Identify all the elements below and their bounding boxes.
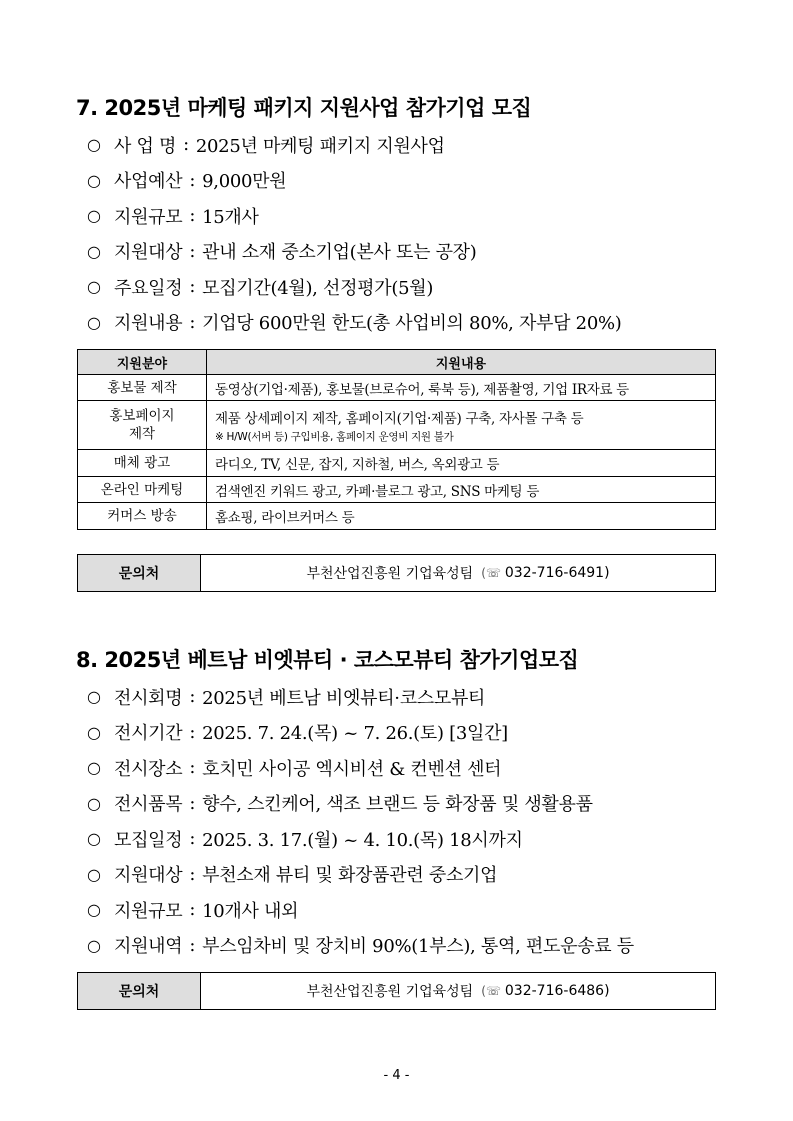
table-cell-content: 동영상(기업·제품), 홍보물(브로슈어, 룩북 등), 제품촬영, 기업 IR자료 등 [207,375,716,401]
bullet-label: 지원규모 [114,900,183,922]
section-8-bullet-list [87,679,727,963]
circle-bullet-icon: ○ [87,206,101,226]
bullet-support-content [87,305,727,341]
circle-bullet-icon: ○ [87,687,101,707]
bullet-exhibition-period [87,715,727,751]
colon-separator: : [189,205,196,227]
bullet-support-target [87,234,727,270]
colon-separator: : [189,757,196,779]
colon-separator: : [189,792,196,814]
table-cell-content: 검색엔진 키워드 광고, 카페·블로그 광고, SNS 마케팅 등 [207,477,716,503]
bullet-support-scale [87,198,727,234]
page-number: - 4 - [383,1068,410,1083]
bullet-value: 2025년 마케팅 패키지 지원사업 [195,135,445,157]
circle-bullet-icon: ○ [87,900,101,920]
colon-separator: : [189,721,196,743]
colon-separator: : [189,934,196,956]
table-cell-content: 홈쇼핑, 라이브커머스 등 [207,503,716,530]
bullet-label: 전시장소 [114,758,183,780]
contact-label: 문의처 [78,973,201,1009]
bullet-label: 지원규모 [114,206,183,228]
bullet-label: 사 업 명 [114,135,177,157]
closing-paren: ) [604,983,610,999]
circle-bullet-icon: ○ [87,277,101,297]
support-field-table [77,349,716,530]
colon-separator: : [189,240,196,262]
section-8-title: 8. 2025년 베트남 비엣뷰티 · 코스모뷰티 참가기업모집 [76,648,579,672]
bullet-exhibition-name [87,679,727,715]
table-row [78,401,716,450]
bullet-label: 전시회명 [114,687,183,709]
circle-bullet-icon: ○ [87,241,101,261]
bullet-label: 사업예산 [114,171,183,193]
bullet-project-name [87,127,727,163]
bullet-label: 지원내용 [114,313,183,335]
table-cell-category [78,401,207,450]
content-text: 제품 상세페이지 제작, 홈페이지(기업·제품) 구축, 자사몰 구축 등 [215,410,584,427]
bullet-label: 전시품목 [114,794,183,816]
table-header-row [78,350,716,375]
category-text: 홍보페이지 제작 [109,408,175,442]
colon-separator: : [189,686,196,708]
bullet-label: 지원대상 [114,865,183,887]
circle-bullet-icon: ○ [87,829,101,849]
closing-paren: ) [604,565,610,581]
bullet-label: 주요일정 [114,277,183,299]
table-cell-content [207,401,716,450]
phone-icon: (☏ [481,984,501,998]
bullet-value: 관내 소재 중소기업(본사 또는 공장) [202,242,477,264]
table-cell-category: 커머스 방송 [78,503,207,530]
contact-phone: 032-716-6491 [504,565,605,581]
table-cell-category: 매체 광고 [78,450,207,477]
contact-info [201,555,715,591]
circle-bullet-icon: ○ [87,793,101,813]
circle-bullet-icon: ○ [87,312,101,332]
bullet-value: 10개사 내외 [202,900,299,922]
bullet-budget [87,163,727,199]
bullet-value: 향수, 스킨케어, 색조 브랜드 등 화장품 및 생활용품 [202,794,593,816]
bullet-support-details [87,928,727,964]
colon-separator: : [189,311,196,333]
colon-separator: : [183,134,189,156]
colon-separator: : [189,169,196,191]
colon-separator: : [189,828,196,850]
bullet-schedule [87,269,727,305]
bullet-exhibition-venue [87,750,727,786]
bullet-support-scale [87,892,727,928]
circle-bullet-icon: ○ [87,935,101,955]
contact-info [201,973,715,1009]
contact-organization: 부천산업진흥원 기업육성팀 [306,566,474,582]
circle-bullet-icon: ○ [87,864,101,884]
bullet-exhibition-items [87,786,727,822]
circle-bullet-icon: ○ [87,170,101,190]
section-7-title: 7. 2025년 마케팅 패키지 지원사업 참가기업 모집 [76,96,532,120]
table-row [78,450,716,477]
colon-separator: : [189,863,196,885]
table-header-content: 지원내용 [207,350,716,375]
colon-separator: : [189,276,196,298]
circle-bullet-icon: ○ [87,722,101,742]
bullet-support-target [87,857,727,893]
bullet-label: 전시기간 [114,723,183,745]
contact-phone: 032-716-6486 [504,983,605,999]
table-cell-category: 홍보물 제작 [78,375,207,401]
bullet-label: 지원내역 [114,936,183,958]
phone-icon: (☏ [481,566,501,580]
table-cell-category: 온라인 마케팅 [78,477,207,503]
bullet-value: 2025. 3. 17.(월) ~ 4. 10.(목) 18시까지 [202,829,523,851]
table-header-field: 지원분야 [78,350,207,375]
bullet-value: 부스임차비 및 장치비 90%(1부스), 통역, 편도운송료 등 [202,936,634,958]
circle-bullet-icon: ○ [87,135,101,155]
table-row [78,477,716,503]
contact-organization: 부천산업진흥원 기업육성팀 [306,984,474,1000]
section-8-contact-box [77,972,716,1010]
table-cell-content: 라디오, TV, 신문, 잡지, 지하철, 버스, 옥외광고 등 [207,450,716,477]
bullet-value: 부천소재 뷰티 및 화장품관련 중소기업 [202,865,498,887]
bullet-value: 기업당 600만원 한도(총 사업비의 80%, 자부담 20%) [202,313,622,335]
section-7-bullet-list [87,127,727,340]
section-7-contact-box [77,554,716,592]
bullet-value: 2025. 7. 24.(목) ~ 7. 26.(토) [3일간] [202,723,508,745]
colon-separator: : [189,899,196,921]
bullet-value: 모집기간(4월), 선정평가(5월) [202,277,434,299]
contact-label: 문의처 [78,555,201,591]
bullet-label: 모집일정 [114,829,183,851]
table-row [78,503,716,530]
bullet-value: 2025년 베트남 비엣뷰티·코스모뷰티 [202,687,486,709]
bullet-value: 호치민 사이공 엑시비션 & 컨벤션 센터 [202,758,502,780]
bullet-label: 지원대상 [114,242,183,264]
bullet-value: 15개사 [202,206,259,228]
bullet-recruitment-schedule [87,821,727,857]
bullet-value: 9,000만원 [202,171,287,193]
table-note: ※ H/W(서버 등) 구입비용, 홈페이지 운영비 지원 불가 [215,430,454,443]
table-row [78,375,716,401]
circle-bullet-icon: ○ [87,758,101,778]
